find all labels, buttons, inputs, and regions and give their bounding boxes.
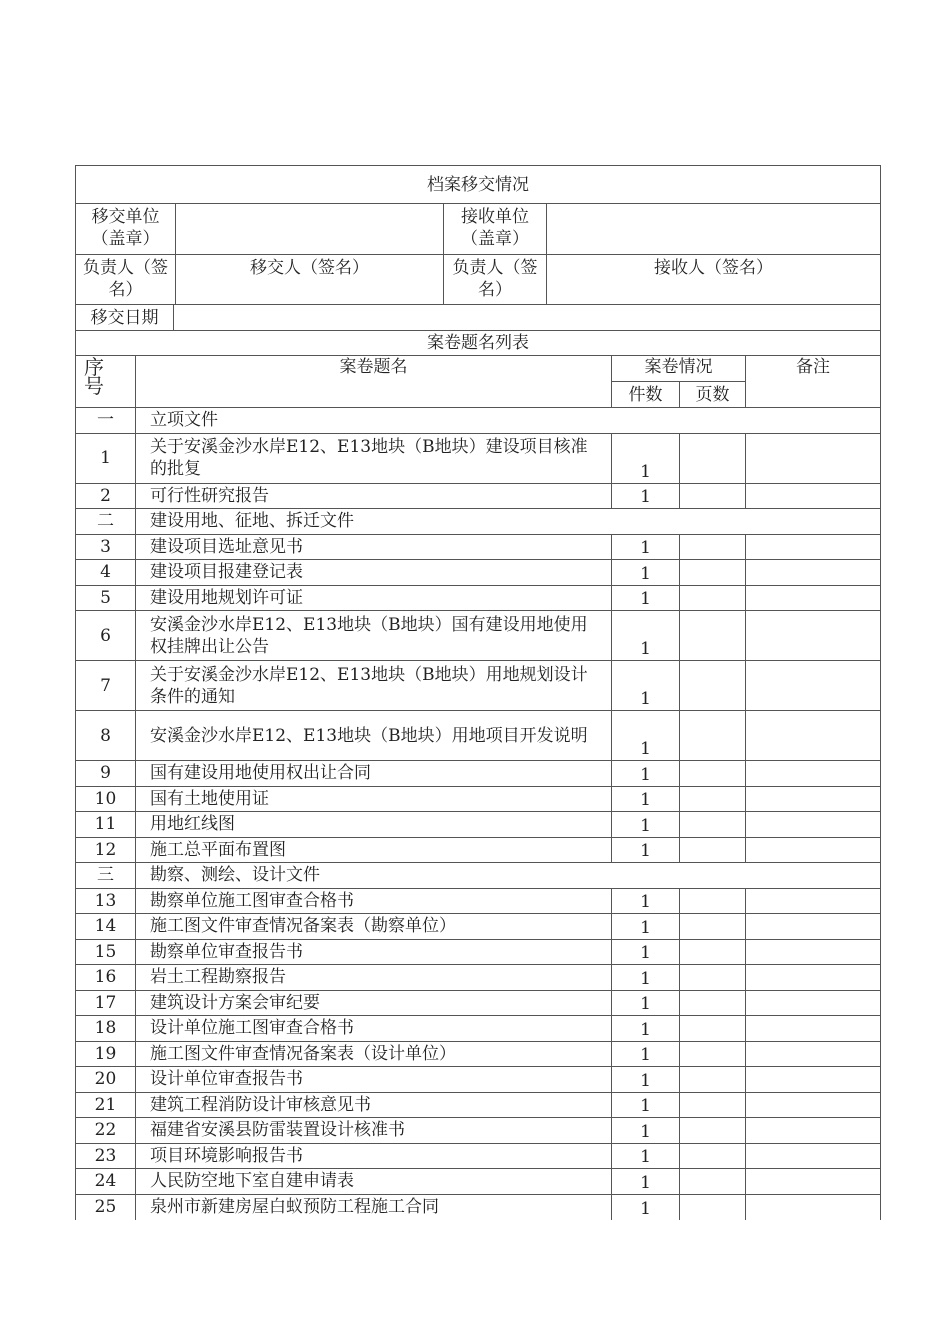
row-number: 20 (76, 1067, 136, 1093)
table-row (76, 812, 881, 838)
file-remark[interactable] (746, 990, 881, 1016)
file-remark[interactable] (746, 433, 881, 483)
file-pieces: 1 (612, 888, 680, 914)
file-remark[interactable] (746, 1194, 881, 1220)
file-pages[interactable] (680, 661, 746, 711)
file-remark[interactable] (746, 1041, 881, 1067)
file-pieces: 1 (612, 786, 680, 812)
file-pieces: 1 (612, 1016, 680, 1042)
row-number: 15 (76, 939, 136, 965)
file-pieces: 1 (612, 1041, 680, 1067)
table-row (76, 837, 881, 863)
file-remark[interactable] (746, 939, 881, 965)
handover-unit-value[interactable] (176, 204, 444, 255)
row-number: 7 (76, 661, 136, 711)
receiving-unit-text: 接收单位（盖章） (461, 207, 529, 249)
file-remark[interactable] (746, 888, 881, 914)
row-number: 9 (76, 761, 136, 787)
file-title: 国有建设用地使用权出让合同 (136, 761, 612, 787)
row-number: 17 (76, 990, 136, 1016)
file-title: 勘察单位施工图审查合格书 (136, 888, 612, 914)
file-remark[interactable] (746, 1143, 881, 1169)
table-row (76, 1143, 881, 1169)
row-number: 19 (76, 1041, 136, 1067)
table-row (76, 965, 881, 991)
header-pages: 页数 (680, 382, 746, 408)
file-pages[interactable] (680, 812, 746, 838)
file-title: 建设用地规划许可证 (136, 585, 612, 611)
table-row (76, 1169, 881, 1195)
file-remark[interactable] (746, 661, 881, 711)
file-remark[interactable] (746, 761, 881, 787)
file-title: 福建省安溪县防雷装置设计核准书 (136, 1118, 612, 1144)
file-pages[interactable] (680, 914, 746, 940)
row-number: 10 (76, 786, 136, 812)
table-row (76, 914, 881, 940)
file-title: 施工图文件审查情况备案表（勘察单位） (136, 914, 612, 940)
file-remark[interactable] (746, 585, 881, 611)
file-remark[interactable] (746, 483, 881, 509)
file-pieces: 1 (612, 661, 680, 711)
file-title: 项目环境影响报告书 (136, 1143, 612, 1169)
file-pieces: 1 (612, 560, 680, 586)
section-row (76, 509, 881, 535)
header-remark: 备注 (746, 356, 881, 408)
section-row (76, 863, 881, 889)
file-pieces: 1 (612, 711, 680, 761)
file-remark[interactable] (746, 965, 881, 991)
file-pieces: 1 (612, 585, 680, 611)
table-row (76, 585, 881, 611)
file-remark[interactable] (746, 611, 881, 661)
row-number: 25 (76, 1194, 136, 1220)
receiving-unit-value[interactable] (547, 204, 881, 255)
row-number: 24 (76, 1169, 136, 1195)
section-title: 勘察、测绘、设计文件 (136, 863, 881, 889)
file-remark[interactable] (746, 1169, 881, 1195)
file-title: 关于安溪金沙水岸E12、E13地块（B地块）用地规划设计条件的通知 (136, 661, 612, 711)
file-pieces: 1 (612, 433, 680, 483)
file-title: 建筑工程消防设计审核意见书 (136, 1092, 612, 1118)
file-remark[interactable] (746, 812, 881, 838)
row-number: 6 (76, 611, 136, 661)
row-number: 22 (76, 1118, 136, 1144)
file-remark[interactable] (746, 1067, 881, 1093)
section-number: 二 (76, 509, 136, 535)
handover-date-table (75, 304, 881, 356)
header-seq-text: 序号 (84, 355, 104, 398)
file-pages[interactable] (680, 483, 746, 509)
file-pieces: 1 (612, 939, 680, 965)
receiver-person-sign[interactable]: 接收人（签名） (547, 255, 881, 305)
section-number: 三 (76, 863, 136, 889)
file-pieces: 1 (612, 611, 680, 661)
file-title: 施工总平面布置图 (136, 837, 612, 863)
handover-date-label: 移交日期 (76, 305, 174, 331)
file-pieces: 1 (612, 965, 680, 991)
table-row (76, 661, 881, 711)
row-number: 5 (76, 585, 136, 611)
table-row (76, 888, 881, 914)
file-pages[interactable] (680, 1143, 746, 1169)
handover-date-value[interactable] (174, 305, 881, 331)
file-pages[interactable] (680, 888, 746, 914)
list-title: 案卷题名列表 (76, 331, 881, 356)
file-title: 设计单位审查报告书 (136, 1067, 612, 1093)
table-row (76, 939, 881, 965)
row-number: 3 (76, 534, 136, 560)
file-pages[interactable] (680, 939, 746, 965)
file-pieces: 1 (612, 1067, 680, 1093)
file-pieces: 1 (612, 914, 680, 940)
file-pages[interactable] (680, 711, 746, 761)
file-remark[interactable] (746, 711, 881, 761)
file-remark[interactable] (746, 1118, 881, 1144)
file-pages[interactable] (680, 1118, 746, 1144)
file-title: 国有土地使用证 (136, 786, 612, 812)
file-pieces: 1 (612, 1169, 680, 1195)
file-pages[interactable] (680, 585, 746, 611)
table-row (76, 534, 881, 560)
header-name: 案卷题名 (136, 356, 612, 408)
table-row (76, 1041, 881, 1067)
file-pieces: 1 (612, 1143, 680, 1169)
table-row (76, 761, 881, 787)
section-number: 一 (76, 408, 136, 434)
file-remark[interactable] (746, 1016, 881, 1042)
table-row (76, 990, 881, 1016)
file-pages[interactable] (680, 786, 746, 812)
file-remark[interactable] (746, 560, 881, 586)
file-list-table (75, 355, 881, 1220)
file-pages[interactable] (680, 433, 746, 483)
file-pages[interactable] (680, 965, 746, 991)
file-title: 建筑设计方案会审纪要 (136, 990, 612, 1016)
transfer-title: 档案移交情况 (76, 166, 881, 204)
file-pieces: 1 (612, 761, 680, 787)
header-pieces: 件数 (612, 382, 680, 408)
row-number: 18 (76, 1016, 136, 1042)
file-pieces: 1 (612, 837, 680, 863)
file-remark[interactable] (746, 1092, 881, 1118)
file-pages[interactable] (680, 534, 746, 560)
row-number: 13 (76, 888, 136, 914)
row-number: 16 (76, 965, 136, 991)
file-pieces: 1 (612, 1194, 680, 1220)
file-title: 安溪金沙水岸E12、E13地块（B地块）用地项目开发说明 (136, 711, 612, 761)
responsible-sign-1: 负责人（签名） (76, 255, 176, 305)
table-row (76, 560, 881, 586)
table-row (76, 1092, 881, 1118)
row-number: 11 (76, 812, 136, 838)
file-pieces: 1 (612, 990, 680, 1016)
file-title: 人民防空地下室自建申请表 (136, 1169, 612, 1195)
table-row (76, 711, 881, 761)
file-pieces: 1 (612, 534, 680, 560)
file-title: 岩土工程勘察报告 (136, 965, 612, 991)
file-pages[interactable] (680, 837, 746, 863)
row-number: 21 (76, 1092, 136, 1118)
table-row (76, 1194, 881, 1220)
row-number: 1 (76, 433, 136, 483)
file-title: 安溪金沙水岸E12、E13地块（B地块）国有建设用地使用权挂牌出让公告 (136, 611, 612, 661)
transfer-table (75, 165, 881, 305)
section-title: 立项文件 (136, 408, 881, 434)
file-title: 建设项目报建登记表 (136, 560, 612, 586)
file-pages[interactable] (680, 761, 746, 787)
file-title: 关于安溪金沙水岸E12、E13地块（B地块）建设项目核准的批复 (136, 433, 612, 483)
file-title: 用地红线图 (136, 812, 612, 838)
table-row (76, 433, 881, 483)
file-pages[interactable] (680, 990, 746, 1016)
file-pages[interactable] (680, 1092, 746, 1118)
file-remark[interactable] (746, 534, 881, 560)
file-pages[interactable] (680, 1041, 746, 1067)
row-number: 4 (76, 560, 136, 586)
file-pages[interactable] (680, 1067, 746, 1093)
file-title: 勘察单位审查报告书 (136, 939, 612, 965)
file-title: 设计单位施工图审查合格书 (136, 1016, 612, 1042)
section-row (76, 408, 881, 434)
file-pages[interactable] (680, 611, 746, 661)
handover-person-sign[interactable]: 移交人（签名） (176, 255, 444, 305)
file-pieces: 1 (612, 1092, 680, 1118)
row-number: 12 (76, 837, 136, 863)
file-pages[interactable] (680, 1194, 746, 1220)
file-remark[interactable] (746, 914, 881, 940)
file-pieces: 1 (612, 483, 680, 509)
row-number: 14 (76, 914, 136, 940)
file-title: 施工图文件审查情况备案表（设计单位） (136, 1041, 612, 1067)
file-title: 建设项目选址意见书 (136, 534, 612, 560)
responsible-sign-2: 负责人（签名） (444, 255, 547, 305)
section-title: 建设用地、征地、拆迁文件 (136, 509, 881, 535)
table-row (76, 483, 881, 509)
table-row (76, 1118, 881, 1144)
file-pages[interactable] (680, 1016, 746, 1042)
file-pieces: 1 (612, 812, 680, 838)
file-pages[interactable] (680, 1169, 746, 1195)
file-remark[interactable] (746, 837, 881, 863)
row-number: 2 (76, 483, 136, 509)
row-number: 8 (76, 711, 136, 761)
file-remark[interactable] (746, 786, 881, 812)
header-seq (76, 356, 136, 408)
file-list-body (76, 408, 881, 1220)
file-pieces: 1 (612, 1118, 680, 1144)
receiving-unit-label (444, 204, 547, 255)
table-row (76, 786, 881, 812)
header-status: 案卷情况 (612, 356, 746, 382)
file-title: 可行性研究报告 (136, 483, 612, 509)
file-title: 泉州市新建房屋白蚁预防工程施工合同 (136, 1194, 612, 1220)
table-row (76, 1016, 881, 1042)
file-pages[interactable] (680, 560, 746, 586)
table-row (76, 611, 881, 661)
table-row (76, 1067, 881, 1093)
row-number: 23 (76, 1143, 136, 1169)
handover-unit-label (76, 204, 176, 255)
handover-unit-text: 移交单位（盖章） (91, 207, 160, 249)
